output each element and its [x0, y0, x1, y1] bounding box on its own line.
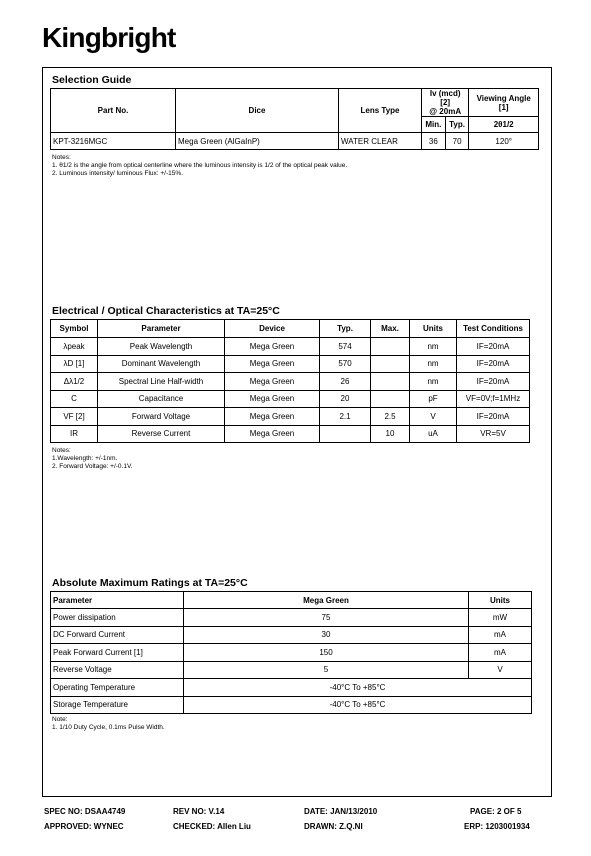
cell: Spectral Line Half-width: [98, 373, 225, 391]
table-row: [51, 390, 530, 408]
cell: Mega Green: [225, 408, 320, 426]
checked: CHECKED: Allen Liu: [173, 822, 251, 831]
cell: mA: [469, 626, 532, 644]
cell: Mega Green: [225, 373, 320, 391]
table-row: [51, 644, 532, 662]
cell: 5: [184, 661, 469, 679]
col-header: Symbol: [51, 320, 98, 338]
note-line: 1. θ1/2 is the angle from optical centerline where the luminous intensity is 1/2 of the optical peak value.: [52, 162, 348, 169]
table-row: [51, 355, 530, 373]
selection-notes: [52, 154, 347, 178]
table-row: [51, 373, 530, 391]
kingbright-logo: Kingbright: [42, 22, 176, 53]
erp: ERP: 1203001934: [464, 822, 530, 831]
cell: IF=20mA: [457, 355, 530, 373]
cell: [371, 373, 410, 391]
min-cell: 36: [422, 133, 446, 150]
cell: V: [410, 408, 457, 426]
rev-no: REV NO: V.14: [173, 807, 225, 816]
col-header: Units: [410, 320, 457, 338]
cell: mA: [469, 644, 532, 662]
dice-header: Dice: [176, 89, 339, 133]
cell: DC Forward Current: [51, 626, 184, 644]
typ-header: Typ.: [445, 117, 469, 133]
cell: [371, 390, 410, 408]
col-header: Typ.: [320, 320, 371, 338]
cell: 150: [184, 644, 469, 662]
typ-cell: 70: [445, 133, 469, 150]
col-header: Device: [225, 320, 320, 338]
cell: nm: [410, 373, 457, 391]
col-header: Max.: [371, 320, 410, 338]
cell: nm: [410, 338, 457, 356]
cell: nm: [410, 355, 457, 373]
cell: C: [51, 390, 98, 408]
cell: -40°C To +85°C: [184, 679, 532, 697]
cell: 75: [184, 609, 469, 627]
note-line: Note:: [52, 716, 68, 723]
cell: [371, 355, 410, 373]
cell: λD [1]: [51, 355, 98, 373]
cell: Power dissipation: [51, 609, 184, 627]
cell: Mega Green: [225, 390, 320, 408]
cell: 2.5: [371, 408, 410, 426]
cell: Δλ1/2: [51, 373, 98, 391]
angle-cell: 120°: [469, 133, 539, 150]
cell: 26: [320, 373, 371, 391]
note-line: 1. 1/10 Duty Cycle, 0.1ms Pulse Width.: [52, 724, 165, 731]
cell: 20: [320, 390, 371, 408]
cell: V: [469, 661, 532, 679]
part-no-cell: KPT-3216MGC: [51, 133, 176, 150]
cell: Peak Wavelength: [98, 338, 225, 356]
cell: 30: [184, 626, 469, 644]
absolute-notes: [52, 716, 165, 732]
absolute-title: Absolute Maximum Ratings at TA=25°C: [52, 577, 248, 589]
lens-type-header: Lens Type: [339, 89, 422, 133]
cell: 10: [371, 425, 410, 443]
electrical-table: [50, 319, 530, 443]
cell: Peak Forward Current [1]: [51, 644, 184, 662]
cell: Reverse Voltage: [51, 661, 184, 679]
table-row: [51, 133, 539, 150]
col-header: Test Conditions: [457, 320, 530, 338]
date: DATE: JAN/13/2010: [304, 807, 378, 816]
table-row: [51, 425, 530, 443]
cell: IF=20mA: [457, 373, 530, 391]
cell: Mega Green: [225, 425, 320, 443]
cell: 574: [320, 338, 371, 356]
selection-guide-table: [50, 88, 539, 150]
spec-no: SPEC NO: DSAA4749: [44, 807, 126, 816]
absolute-table: [50, 591, 532, 714]
drawn: DRAWN: Z.Q.NI: [304, 822, 363, 831]
cell: Forward Voltage: [98, 408, 225, 426]
cell: 570: [320, 355, 371, 373]
selection-guide-title: Selection Guide: [52, 74, 132, 86]
angle-header: 2θ1/2: [469, 117, 539, 133]
page-number: PAGE: 2 OF 5: [470, 807, 522, 816]
cell: λpeak: [51, 338, 98, 356]
cell: Operating Temperature: [51, 679, 184, 697]
part-no-header: Part No.: [51, 89, 176, 133]
col-header: Units: [469, 592, 532, 609]
cell: IF=20mA: [457, 338, 530, 356]
cell: VR=5V: [457, 425, 530, 443]
cell: Dominant Wavelength: [98, 355, 225, 373]
cell: VF [2]: [51, 408, 98, 426]
cell: Storage Temperature: [51, 696, 184, 714]
note-line: 1.Wavelength: +/-1nm.: [52, 455, 118, 462]
cell: pF: [410, 390, 457, 408]
table-row: [51, 338, 530, 356]
cell: Mega Green: [225, 355, 320, 373]
col-header: Parameter: [51, 592, 184, 609]
note-line: 2. Luminous intensity/ luminous Flux: +/-15%.: [52, 170, 183, 177]
electrical-notes: [52, 447, 133, 471]
cell: [371, 338, 410, 356]
iv-header: Iv (mcd) [2] @ 20mA: [422, 89, 469, 117]
col-header: Parameter: [98, 320, 225, 338]
table-row: [51, 626, 532, 644]
cell: [320, 425, 371, 443]
cell: Reverse Current: [98, 425, 225, 443]
col-header: Mega Green: [184, 592, 469, 609]
dice-cell: Mega Green (AlGaInP): [176, 133, 339, 150]
cell: 2.1: [320, 408, 371, 426]
electrical-title: Electrical / Optical Characteristics at TA=25°C: [52, 305, 280, 317]
cell: uA: [410, 425, 457, 443]
table-row: [51, 661, 532, 679]
table-row: [51, 609, 532, 627]
min-header: Min.: [422, 117, 446, 133]
cell: IF=20mA: [457, 408, 530, 426]
note-line: Notes:: [52, 447, 71, 454]
cell: Mega Green: [225, 338, 320, 356]
cell: -40°C To +85°C: [184, 696, 532, 714]
lens-cell: WATER CLEAR: [339, 133, 422, 150]
table-row: [51, 679, 532, 697]
table-row: [51, 408, 530, 426]
viewing-angle-header: Viewing Angle [1]: [469, 89, 539, 117]
cell: IR: [51, 425, 98, 443]
note-line: Notes:: [52, 154, 71, 161]
cell: mW: [469, 609, 532, 627]
table-row: [51, 696, 532, 714]
note-line: 2. Forward Voltage: +/-0.1V.: [52, 463, 133, 470]
approved: APPROVED: WYNEC: [44, 822, 124, 831]
cell: VF=0V;f=1MHz: [457, 390, 530, 408]
cell: Capacitance: [98, 390, 225, 408]
